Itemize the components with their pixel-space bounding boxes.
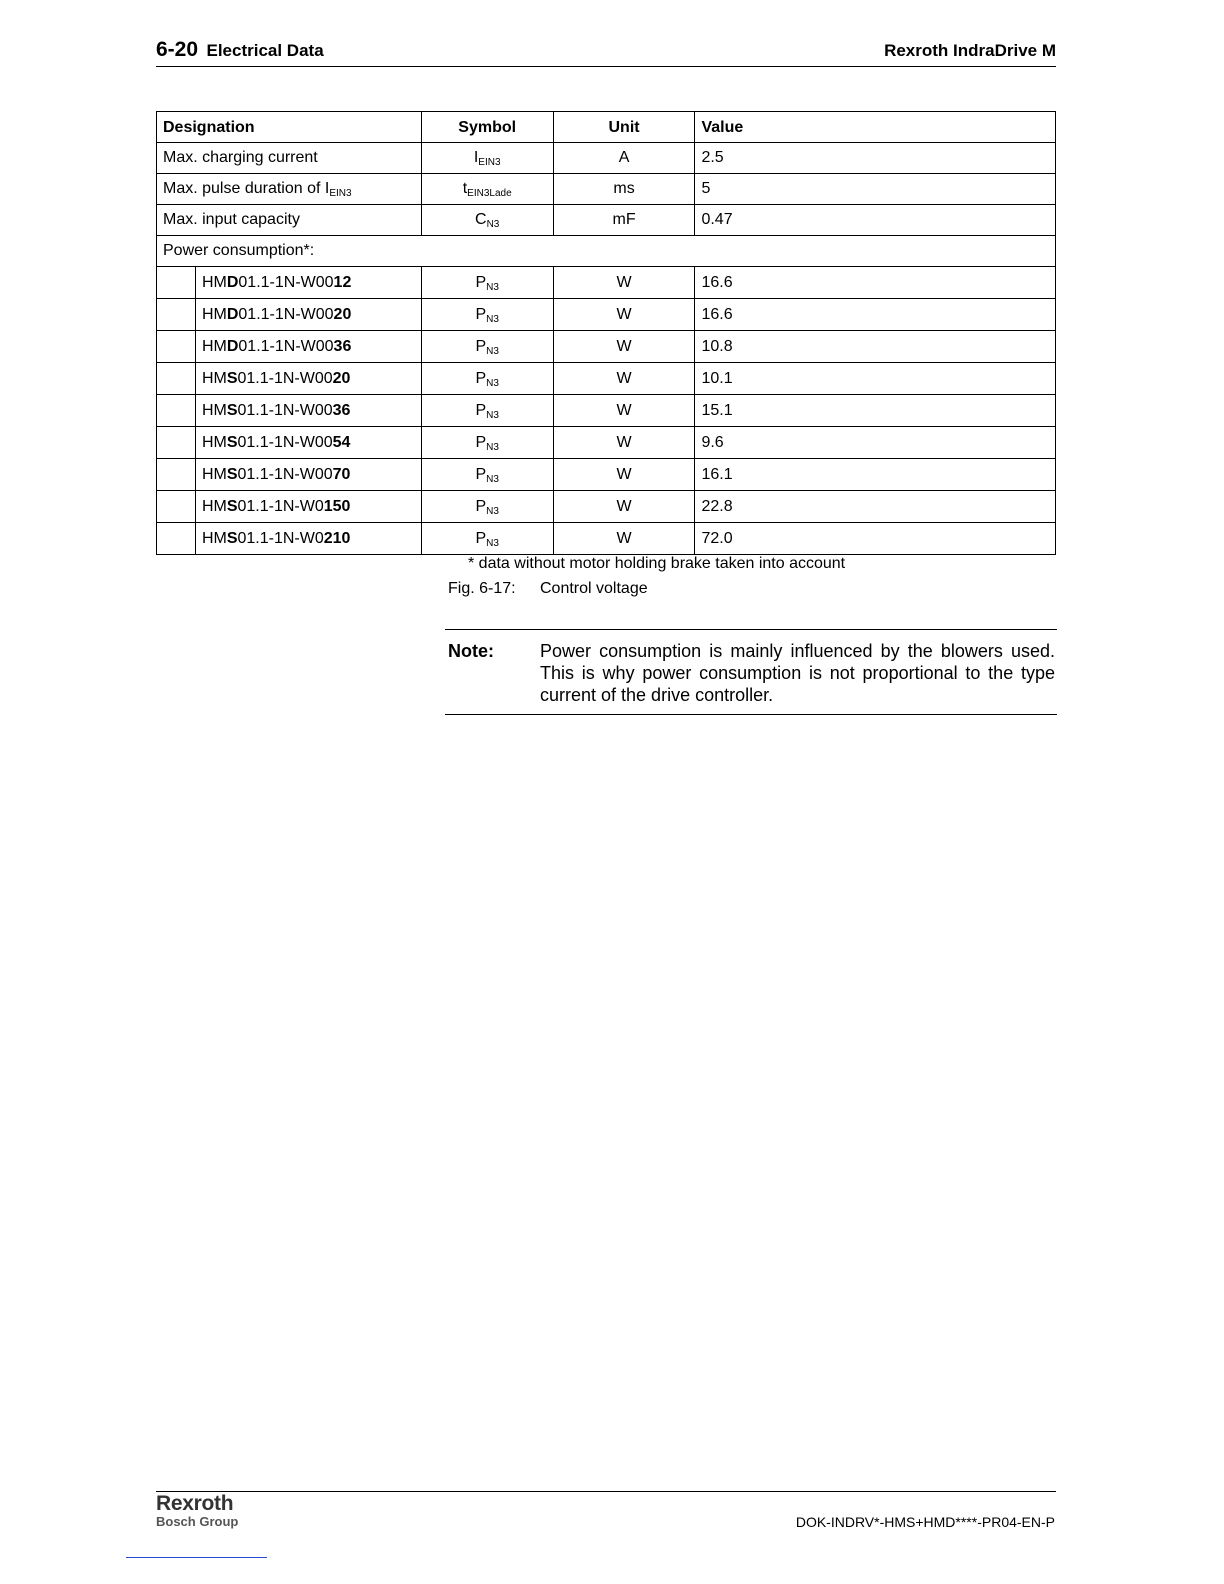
model-prefix: HM <box>201 273 227 291</box>
unit-cell: W <box>553 299 695 331</box>
model-cell <box>195 427 421 459</box>
column-header: Designation <box>157 112 422 143</box>
designation-cell <box>157 143 422 174</box>
symbol-letter: P <box>475 273 487 291</box>
model-prefix: HM <box>201 529 227 547</box>
indent-cell <box>157 363 196 395</box>
table-row <box>157 459 1056 491</box>
model-current: 36 <box>332 401 351 419</box>
model-series: D <box>226 273 239 291</box>
designation-text: Max. pulse duration of I <box>163 180 330 197</box>
value-cell: 10.8 <box>695 331 1056 363</box>
note-label: Note: <box>448 641 494 661</box>
model-middle: 01.1-1N-W00 <box>238 305 334 323</box>
logo-brand: Rexroth <box>156 1492 234 1515</box>
table-row <box>157 174 1056 205</box>
designation-text: Max. input capacity <box>163 211 300 228</box>
model-prefix: HM <box>201 337 227 355</box>
symbol-letter: P <box>475 433 487 451</box>
section-title: Electrical Data <box>206 41 324 60</box>
symbol-subscript: N3 <box>486 409 499 421</box>
symbol-subscript: N3 <box>486 345 499 357</box>
page-number: 6-20 <box>156 38 199 61</box>
model-cell <box>195 523 421 555</box>
value-cell: 0.47 <box>695 205 1056 236</box>
column-header: Symbol <box>421 112 553 143</box>
symbol-letter: P <box>475 305 487 323</box>
unit-cell: W <box>553 427 695 459</box>
value-cell: 5 <box>695 174 1056 205</box>
symbol-cell <box>421 331 553 363</box>
model-current: 20 <box>333 305 352 323</box>
symbol-subscript: N3 <box>486 313 499 325</box>
symbol-subscript: N3 <box>486 537 499 549</box>
symbol-letter: P <box>475 401 487 419</box>
symbol-subscript: N3 <box>486 377 499 389</box>
model-prefix: HM <box>201 433 227 451</box>
model-current: 20 <box>332 369 351 387</box>
figure-number: Fig. 6-17: <box>448 580 516 597</box>
unit-cell: W <box>553 523 695 555</box>
model-series: S <box>226 401 238 419</box>
header-left <box>156 38 324 62</box>
logo-group: Bosch Group <box>156 1514 239 1529</box>
value-cell: 72.0 <box>695 523 1056 555</box>
model-cell <box>195 267 421 299</box>
model-prefix: HM <box>201 369 227 387</box>
model-cell <box>195 459 421 491</box>
symbol-subscript: N3 <box>486 219 500 230</box>
column-header: Value <box>695 112 1056 143</box>
model-series: S <box>226 433 238 451</box>
model-cell <box>195 491 421 523</box>
symbol-subscript: EIN3 <box>478 157 501 168</box>
model-middle: 01.1-1N-W00 <box>238 273 334 291</box>
indent-cell <box>157 523 196 555</box>
symbol-cell <box>421 267 553 299</box>
table-footnote: * data without motor holding brake taken into account <box>468 555 846 572</box>
value-cell: 16.1 <box>695 459 1056 491</box>
indent-cell <box>157 427 196 459</box>
indent-cell <box>157 395 196 427</box>
symbol-letter: P <box>475 497 487 515</box>
group-row <box>157 236 1056 267</box>
symbol-subscript: N3 <box>486 505 499 517</box>
model-series: S <box>226 497 238 515</box>
model-middle: 01.1-1N-W00 <box>237 433 333 451</box>
value-cell: 2.5 <box>695 143 1056 174</box>
symbol-letter: P <box>475 529 487 547</box>
symbol-subscript: EIN3Lade <box>467 188 512 199</box>
symbol-letter: P <box>475 337 487 355</box>
model-current: 210 <box>323 529 351 547</box>
designation-subscript: EIN3 <box>329 188 352 199</box>
table-header-row <box>157 112 1056 143</box>
model-current: 70 <box>332 465 351 483</box>
unit-cell: ms <box>553 174 695 205</box>
symbol-letter: t <box>462 180 468 197</box>
table-row <box>157 395 1056 427</box>
model-series: S <box>226 465 238 483</box>
column-header: Unit <box>553 112 695 143</box>
control-voltage-table <box>156 111 1056 555</box>
model-prefix: HM <box>201 497 227 515</box>
model-cell <box>195 395 421 427</box>
table-row <box>157 363 1056 395</box>
model-prefix: HM <box>201 401 227 419</box>
symbol-cell <box>421 491 553 523</box>
symbol-cell <box>421 427 553 459</box>
note-box <box>445 629 1057 715</box>
indent-cell <box>157 491 196 523</box>
symbol-cell <box>421 395 553 427</box>
designation-cell <box>157 205 422 236</box>
symbol-subscript: N3 <box>486 281 499 293</box>
figure-caption <box>448 580 648 598</box>
table-row <box>157 331 1056 363</box>
table-row <box>157 427 1056 459</box>
table-row <box>157 205 1056 236</box>
symbol-cell <box>421 299 553 331</box>
model-series: D <box>226 337 239 355</box>
table-row <box>157 143 1056 174</box>
symbol-cell <box>421 363 553 395</box>
unit-cell: W <box>553 331 695 363</box>
table-row <box>157 523 1056 555</box>
rexroth-logo <box>156 1492 238 1529</box>
model-middle: 01.1-1N-W0 <box>237 529 324 547</box>
value-cell: 10.1 <box>695 363 1056 395</box>
group-label: Power consumption*: <box>157 236 1056 267</box>
product-title: Rexroth IndraDrive M <box>884 41 1056 60</box>
figure-title: Control voltage <box>540 580 648 597</box>
unit-cell: A <box>553 143 695 174</box>
table-row <box>157 491 1056 523</box>
model-series: D <box>226 305 239 323</box>
model-middle: 01.1-1N-W00 <box>237 465 333 483</box>
designation-text: Max. charging current <box>163 149 318 166</box>
unit-cell: mF <box>553 205 695 236</box>
symbol-letter: P <box>475 369 487 387</box>
note-text: Power consumption is mainly influenced by the blowers used. This is why power consumption is not proportional to the type current of the drive controller. <box>540 641 1055 705</box>
page-header <box>156 36 1056 67</box>
symbol-cell <box>421 174 553 205</box>
indent-cell <box>157 459 196 491</box>
model-prefix: HM <box>201 465 227 483</box>
model-cell <box>195 331 421 363</box>
model-cell <box>195 363 421 395</box>
symbol-letter: C <box>475 211 487 228</box>
symbol-letter: I <box>473 149 479 166</box>
model-prefix: HM <box>201 305 227 323</box>
indent-cell <box>157 331 196 363</box>
symbol-cell <box>421 523 553 555</box>
value-cell: 22.8 <box>695 491 1056 523</box>
model-cell <box>195 299 421 331</box>
unit-cell: W <box>553 459 695 491</box>
value-cell: 16.6 <box>695 299 1056 331</box>
document-id: DOK-INDRV*-HMS+HMD****-PR04-EN-P <box>795 1514 1055 1530</box>
symbol-cell <box>421 205 553 236</box>
symbol-subscript: N3 <box>486 473 499 485</box>
unit-cell: W <box>553 267 695 299</box>
model-series: S <box>226 529 238 547</box>
table-row <box>157 267 1056 299</box>
value-cell: 9.6 <box>695 427 1056 459</box>
unit-cell: W <box>553 363 695 395</box>
symbol-cell <box>421 143 553 174</box>
model-series: S <box>226 369 238 387</box>
symbol-cell <box>421 459 553 491</box>
model-middle: 01.1-1N-W00 <box>237 369 333 387</box>
unit-cell: W <box>553 395 695 427</box>
footer-divider <box>156 1491 1056 1492</box>
model-middle: 01.1-1N-W00 <box>237 401 333 419</box>
indent-cell <box>157 299 196 331</box>
model-current: 150 <box>323 497 351 515</box>
symbol-subscript: N3 <box>486 441 499 453</box>
model-current: 54 <box>332 433 351 451</box>
designation-cell <box>157 174 422 205</box>
symbol-letter: P <box>475 465 487 483</box>
model-current: 12 <box>333 273 352 291</box>
unit-cell: W <box>553 491 695 523</box>
table-row <box>157 299 1056 331</box>
model-middle: 01.1-1N-W0 <box>237 497 324 515</box>
link-underline <box>126 1557 267 1558</box>
indent-cell <box>157 267 196 299</box>
value-cell: 16.6 <box>695 267 1056 299</box>
value-cell: 15.1 <box>695 395 1056 427</box>
model-current: 36 <box>333 337 352 355</box>
model-middle: 01.1-1N-W00 <box>238 337 334 355</box>
